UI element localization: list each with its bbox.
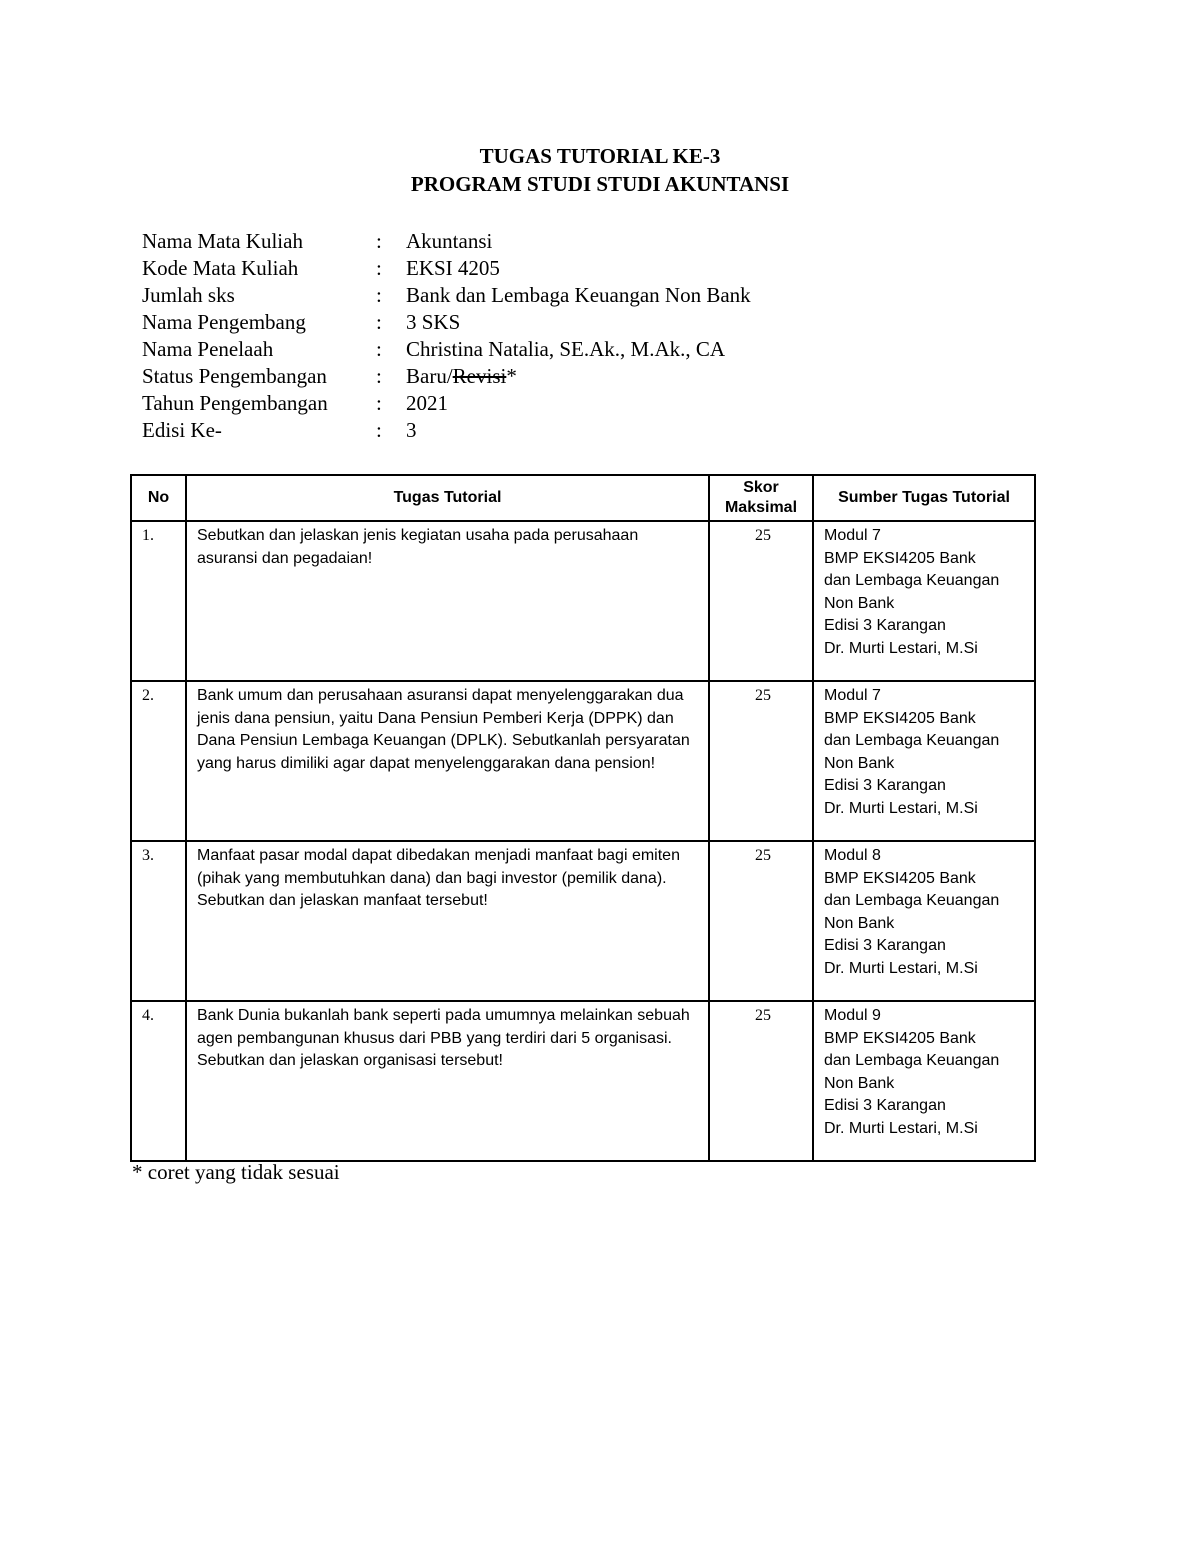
source-line: dan Lembaga Keuangan [824,572,1000,589]
info-row-developer [142,309,751,336]
source-line: Edisi 3 Karangan [824,777,946,794]
table-row [131,1001,1035,1161]
table-row [131,681,1035,841]
info-value: Christina Natalia, SE.Ak., M.Ak., CA [406,337,726,361]
header-no: No [131,475,186,521]
info-row-edition [142,417,751,444]
document-subtitle: PROGRAM STUDI STUDI AKUNTANSI [410,172,790,196]
table-header-row [131,475,1035,521]
info-value: Bank dan Lembaga Keuangan Non Bank [406,283,751,307]
info-colon: : [376,310,382,334]
info-colon: : [376,283,382,307]
max-score: 25 [709,681,813,841]
info-value: EKSI 4205 [406,256,500,280]
source-line: Dr. Murti Lestari, M.Si [824,1119,978,1137]
header-task: Tugas Tutorial [186,475,709,521]
info-label: Jumlah sks [142,283,235,307]
source-line: Dr. Murti Lestari, M.Si [824,799,978,817]
source-line: Modul 7 [824,527,881,544]
task-source [813,1001,1035,1161]
info-value [406,363,517,390]
max-score: 25 [709,841,813,1001]
info-value: 2021 [406,391,448,415]
info-colon: : [376,256,382,280]
task-source [813,841,1035,1001]
row-number: 3. [131,841,186,1001]
info-row-course-code [142,255,751,282]
source-line: Non Bank [824,914,895,932]
info-value: 3 SKS [406,310,461,334]
table-row [131,841,1035,1001]
source-line: Non Bank [824,594,895,612]
info-row-reviewer [142,336,751,363]
task-text: Bank Dunia bukanlah bank seperti pada umumnya melainkan sebuah agen pembangunan khusus dari PBB yang terdiri dari 5 organisasi. Sebutkan dan jelaskan organisasi tersebut! [186,1001,709,1161]
task-source [813,681,1035,841]
max-score: 25 [709,521,813,681]
info-row-status [142,363,751,390]
max-score: 25 [709,1001,813,1161]
task-text: Sebutkan dan jelaskan jenis kegiatan usaha pada perusahaan asuransi dan pegadaian! [186,521,709,681]
row-number: 4. [131,1001,186,1161]
source-line: Modul 9 [824,1007,881,1024]
info-label: Nama Pengembang [142,310,306,334]
header-score: Skor Maksimal [709,475,813,521]
source-line: Edisi 3 Karangan [824,937,946,954]
status-revision-struck: Revisi [452,364,507,388]
info-label: Kode Mata Kuliah [142,256,299,280]
header-source: Sumber Tugas Tutorial [813,475,1035,521]
source-line: Modul 7 [824,687,881,704]
info-colon: : [376,391,382,415]
task-text: Bank umum dan perusahaan asuransi dapat menyelenggarakan dua jenis dana pensiun, yaitu Dana Pensiun Pemberi Kerja (DPPK) dan Dana Pensiun Lembaga Keuangan (DPLK). Sebutkanlah persyaratan yang harus dimiliki agar dapat menyelenggarakan dana pension! [186,681,709,841]
course-info [142,228,751,444]
info-value: 3 [406,418,417,442]
info-label: Status Pengembangan [142,364,327,388]
info-label: Tahun Pengembangan [142,391,328,415]
info-label: Edisi Ke- [142,418,222,442]
info-colon: : [376,337,382,361]
source-line: Edisi 3 Karangan [824,617,946,634]
status-new: Baru/ [406,364,453,388]
info-row-course-name [142,228,751,255]
source-line: dan Lembaga Keuangan [824,1052,1000,1069]
info-colon: : [376,229,382,253]
source-line: Edisi 3 Karangan [824,1097,946,1114]
document-title: TUGAS TUTORIAL KE-3 [479,144,721,168]
info-row-year [142,390,751,417]
source-line: Dr. Murti Lestari, M.Si [824,959,978,977]
source-line: Dr. Murti Lestari, M.Si [824,639,978,657]
info-label: Nama Mata Kuliah [142,229,303,253]
source-line: Modul 8 [824,847,881,864]
task-source [813,521,1035,681]
source-line: Non Bank [824,1074,895,1092]
source-line: BMP EKSI4205 Bank [824,869,976,887]
status-asterisk: * [506,364,517,388]
row-number: 1. [131,521,186,681]
source-line: dan Lembaga Keuangan [824,892,1000,909]
source-line: BMP EKSI4205 Bank [824,709,976,727]
table-row [131,521,1035,681]
info-row-credits [142,282,751,309]
footnote: * coret yang tidak sesuai [132,1160,340,1184]
info-label: Nama Penelaah [142,337,274,361]
info-colon: : [376,364,382,388]
source-line: Non Bank [824,754,895,772]
source-line: dan Lembaga Keuangan [824,732,1000,749]
info-colon: : [376,418,382,442]
source-line: BMP EKSI4205 Bank [824,1029,976,1047]
row-number: 2. [131,681,186,841]
info-value: Akuntansi [406,229,493,253]
task-text: Manfaat pasar modal dapat dibedakan menjadi manfaat bagi emiten (pihak yang membutuhkan dana) dan bagi investor (pemilik dana). Sebutkan dan jelaskan manfaat tersebut! [186,841,709,1001]
tutorial-tasks-table [130,474,1036,1162]
source-line: BMP EKSI4205 Bank [824,549,976,567]
